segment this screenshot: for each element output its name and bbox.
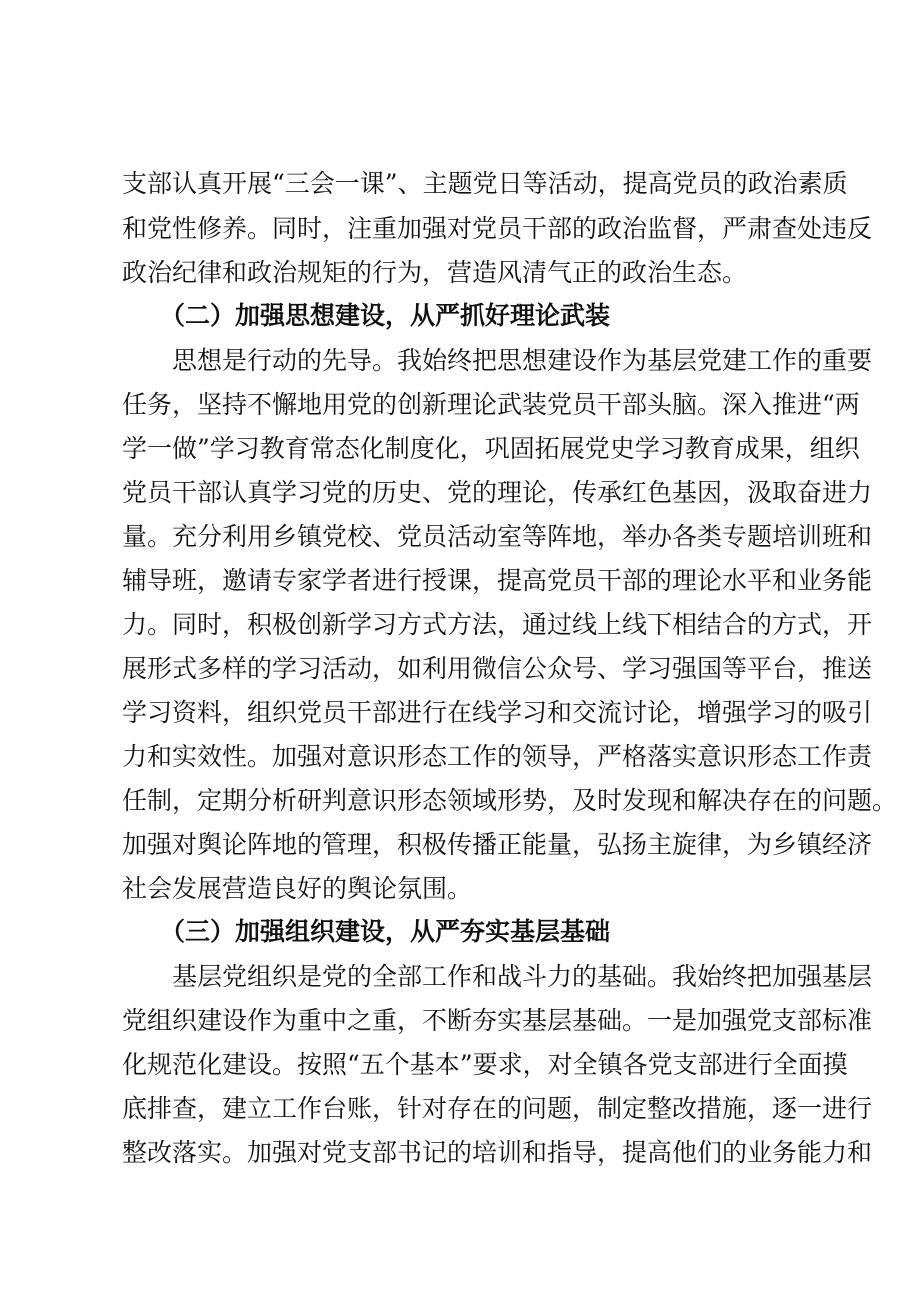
paragraph-2-line-8: 展形式多样的学习活动，如利用微信公众号、学习强国等平台，推送: [122, 654, 873, 683]
paragraph-3-line-3: 化规范化建设。按照“五个基本”要求，对全镇各党支部进行全面摸: [122, 1050, 848, 1079]
paragraph-1-line-1: 支部认真开展“三会一课”、主题党日等活动，提高党员的政治素质: [122, 169, 848, 198]
paragraph-2-line-10: 力和实效性。加强对意识形态工作的领导，严格落实意识形态工作责: [122, 742, 873, 771]
paragraph-2-line-6: 辅导班，邀请专家学者进行授课，提高党员干部的理论水平和业务能: [122, 566, 873, 595]
paragraph-2-line-2: 任务，坚持不懈地用党的创新理论武装党员干部头脑。深入推进“两: [122, 390, 860, 419]
paragraph-3-line-5: 整改落实。加强对党支部书记的培训和指导，提高他们的业务能力和: [122, 1138, 873, 1167]
paragraph-3-line-4: 底排查，建立工作台账，针对存在的问题，制定整改措施，逐一进行: [122, 1094, 873, 1123]
section-heading-2: （二）加强思想建设，从严抓好理论武装: [160, 301, 611, 330]
paragraph-2-line-4: 党员干部认真学习党的历史、党的理论，传承红色基因，汲取奋进力: [122, 478, 873, 507]
paragraph-3-line-1: 基层党组织是党的全部工作和战斗力的基础。我始终把加强基层: [172, 962, 873, 991]
paragraph-1-line-3: 政治纪律和政治规矩的行为，营造风清气正的政治生态。: [122, 258, 748, 287]
paragraph-2-line-3: 学一做”学习教育常态化制度化，巩固拓展党史学习教育成果，组织: [122, 434, 860, 463]
paragraph-1-line-2: 和党性修养。同时，注重加强对党员干部的政治监督，严肃查处违反: [122, 214, 873, 243]
paragraph-2-line-5: 量。充分利用乡镇党校、党员活动室等阵地，举办各类专题培训班和: [122, 522, 873, 551]
paragraph-2-line-13: 社会发展营造良好的舆论氛围。: [122, 874, 473, 903]
paragraph-2-line-12: 加强对舆论阵地的管理，积极传播正能量，弘扬主旋律，为乡镇经济: [122, 830, 873, 859]
paragraph-2-line-7: 力。同时，积极创新学习方式方法，通过线上线下相结合的方式，开: [122, 610, 873, 639]
paragraph-2-line-11: 任制，定期分析研判意识形态领域形势，及时发现和解决存在的问题。: [122, 786, 898, 815]
paragraph-2-line-9: 学习资料，组织党员干部进行在线学习和交流讨论，增强学习的吸引: [122, 698, 873, 727]
section-heading-3: （三）加强组织建设，从严夯实基层基础: [160, 917, 611, 946]
paragraph-2-line-1: 思想是行动的先导。我始终把思想建设作为基层党建工作的重要: [172, 346, 873, 375]
paragraph-3-line-2: 党组织建设作为重中之重，不断夯实基层基础。一是加强党支部标准: [122, 1006, 873, 1035]
